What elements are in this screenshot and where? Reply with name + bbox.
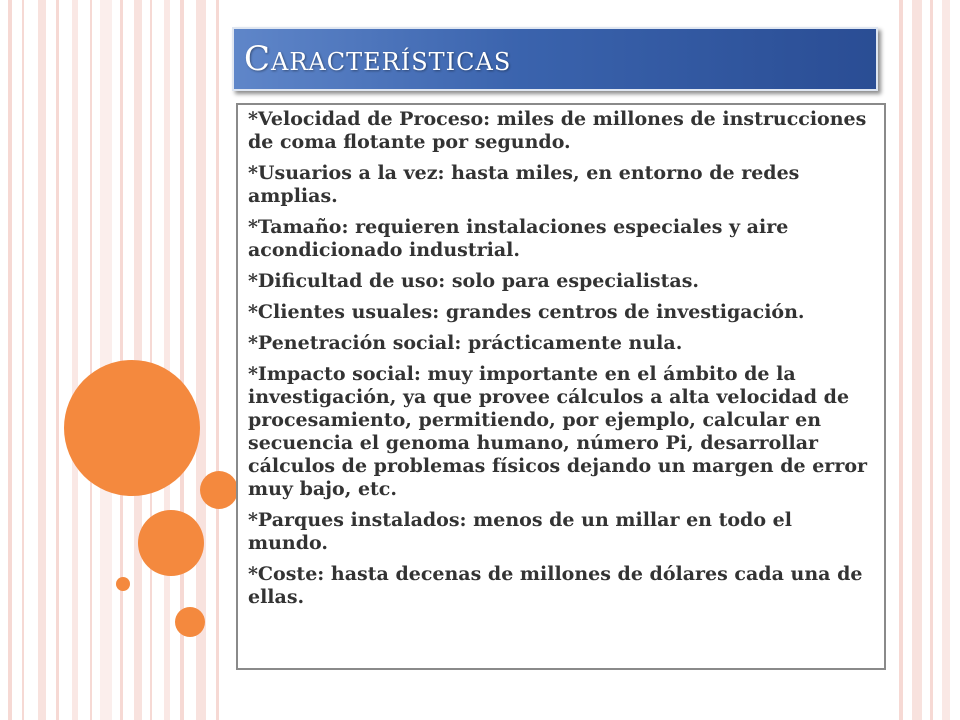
large-circle-decoration [64,360,200,496]
stripe [930,0,933,720]
stripe [164,0,170,720]
stripe [90,0,92,720]
tiny-circle-decoration [116,577,130,591]
list-item: *Dificultad de uso: solo para especialistas. [248,270,700,292]
small-circle-decoration [175,607,205,637]
stripe [72,0,78,720]
stripe [216,0,219,720]
stripe [38,0,46,720]
list-item: *Clientes usuales: grandes centros de investigación. [248,301,805,323]
stripe [150,0,152,720]
bullet-list [248,108,874,617]
list-item: *Coste: hasta decenas de millones de dólares cada una de ellas. [248,563,863,608]
stripe [912,0,922,720]
title-bar [232,27,878,91]
list-item: *Tamaño: requieren instalaciones especiales y aire acondicionado industrial. [248,216,789,261]
small-circle-decoration [200,471,238,509]
list-item: *Velocidad de Proceso: miles de millones de instrucciones de coma flotante por segundo. [248,108,867,153]
stripe [8,0,12,720]
stripe [100,0,112,720]
medium-circle-decoration [138,510,204,576]
stripe [899,0,903,720]
list-item: *Usuarios a la vez: hasta miles, en entorno de redes amplias. [248,162,800,207]
list-item: *Parques instalados: menos de un millar en todo el mundo. [248,509,792,554]
stripe [56,0,59,720]
list-item: *Impacto social: muy importante en el ámbito de la investigación, ya que provee cálculos a alta velocidad de procesamiento, permitiendo, por ejemplo, calcular en secuencia el genoma humano, número Pi, desarrollar cálculos de problemas físicos dejando un margen de error muy bajo, etc. [248,363,868,500]
list-item: *Penetración social: prácticamente nula. [248,332,683,354]
slide-title: Características [244,39,512,79]
stripe [942,0,950,720]
stripe [22,0,24,720]
